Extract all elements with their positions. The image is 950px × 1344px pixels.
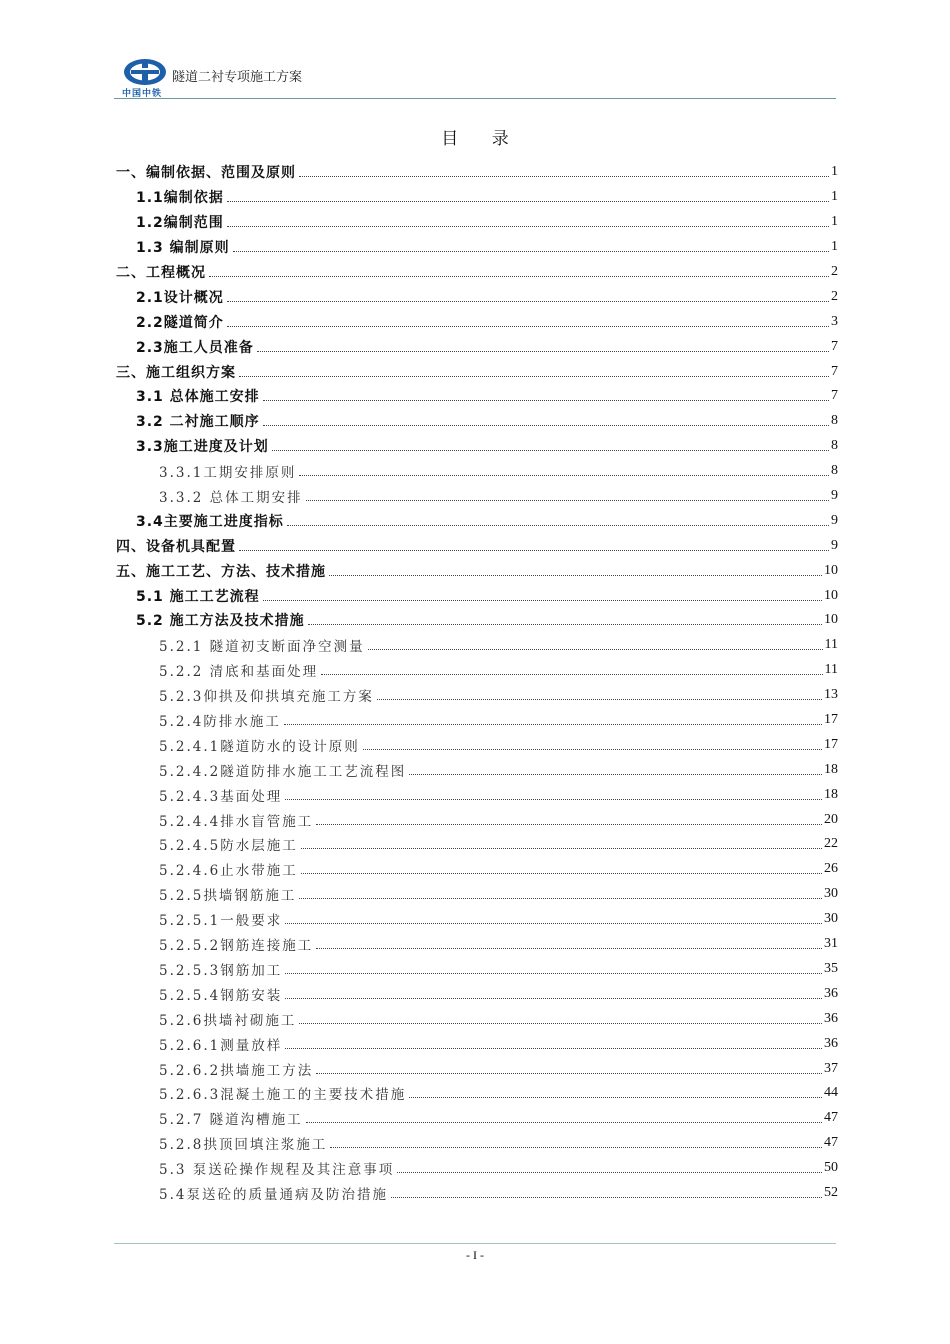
toc-entry-label: 四、设备机具配置 (116, 538, 236, 555)
dot-leader (239, 549, 829, 551)
toc-entry-page: 3 (831, 313, 838, 329)
toc-entry-page: 2 (831, 264, 838, 279)
toc-entry-label: 5.2.1 隧道初支断面净空测量 (159, 639, 365, 656)
dot-leader (377, 698, 822, 700)
toc-entry-page: 37 (824, 1060, 838, 1076)
toc-entry-label: 五、施工工艺、方法、技术措施 (116, 563, 326, 580)
toc-entry-page: 18 (824, 786, 838, 802)
page-header (114, 56, 836, 100)
toc-entry-page: 30 (824, 886, 838, 902)
toc-entry[interactable] (116, 1106, 838, 1131)
toc-entry-label: 5.2.6.2拱墙施工方法 (159, 1062, 314, 1079)
toc-entry-label: 3.4主要施工进度指标 (136, 513, 284, 530)
toc-entry-label: 5.2.4.5防水层施工 (159, 838, 298, 855)
toc-entry-page: 36 (824, 1035, 838, 1051)
toc-entry-label: 5.2.5.4钢筋安装 (159, 987, 283, 1004)
toc-entry[interactable] (116, 658, 838, 683)
toc-entry-page: 18 (824, 761, 838, 777)
table-of-contents (116, 160, 838, 1205)
toc-entry[interactable] (116, 284, 838, 309)
dot-leader (285, 997, 822, 999)
toc-entry[interactable] (116, 807, 838, 832)
toc-entry-page: 9 (831, 488, 838, 504)
toc-entry[interactable] (116, 981, 838, 1006)
toc-entry-page: 26 (824, 861, 838, 877)
footer-page-number: - I - (466, 1248, 484, 1262)
toc-entry-page: 9 (831, 512, 838, 528)
toc-entry[interactable] (116, 210, 838, 235)
dot-leader (239, 375, 829, 377)
dot-leader (284, 723, 822, 725)
dot-leader (285, 1047, 822, 1049)
dot-leader (329, 574, 822, 576)
toc-entry-label: 5.2.6拱墙衬砌施工 (159, 1012, 297, 1029)
dot-leader (316, 947, 822, 949)
toc-entry-label: 5.2.4.1隧道防水的设计原则 (159, 738, 360, 755)
dot-leader (257, 350, 829, 352)
toc-entry[interactable] (116, 459, 838, 484)
toc-entry[interactable] (116, 160, 838, 185)
toc-entry-label: 5.2.5.2钢筋连接施工 (159, 938, 314, 955)
toc-entry[interactable] (116, 932, 838, 957)
toc-entry-label: 5.3 泵送砼操作规程及其注意事项 (159, 1162, 395, 1179)
toc-entry[interactable] (116, 757, 838, 782)
toc-entry-label: 1.1编制依据 (136, 190, 224, 207)
toc-entry-page: 11 (824, 637, 838, 653)
toc-entry-page: 31 (824, 936, 838, 952)
toc-entry-label: 1.2编制范围 (136, 215, 224, 232)
toc-entry[interactable] (116, 683, 838, 708)
dot-leader (409, 1096, 822, 1098)
toc-entry[interactable] (116, 608, 838, 633)
toc-entry-page: 36 (824, 1010, 838, 1026)
toc-entry-label: 1.3 编制原则 (136, 240, 230, 257)
toc-entry-label: 一、编制依据、范围及原则 (116, 165, 296, 182)
toc-entry-page: 13 (824, 687, 838, 703)
toc-entry-label: 3.3施工进度及计划 (136, 439, 269, 456)
toc-entry[interactable] (116, 882, 838, 907)
toc-entry[interactable] (116, 1006, 838, 1031)
toc-entry-label: 5.2.3仰拱及仰拱填充施工方案 (159, 689, 374, 706)
toc-entry-label: 3.2 二衬施工顺序 (136, 414, 260, 431)
toc-entry-label: 5.2.2 清底和基面处理 (159, 664, 319, 681)
toc-entry-label: 5.4泵送砼的质量通病及防治措施 (159, 1186, 388, 1203)
toc-entry[interactable] (116, 508, 838, 533)
toc-entry-page: 8 (831, 413, 838, 429)
toc-entry-page: 17 (824, 712, 838, 728)
dot-leader (285, 798, 822, 800)
toc-entry-page: 1 (831, 164, 838, 180)
dot-leader (227, 225, 829, 227)
toc-entry[interactable] (116, 832, 838, 857)
toc-entry-label: 5.2.4防排水施工 (159, 714, 281, 731)
dot-leader (287, 524, 829, 526)
toc-entry-label: 5.2.5.3钢筋加工 (159, 962, 283, 979)
toc-entry-page: 1 (831, 239, 838, 255)
toc-entry[interactable] (116, 533, 838, 558)
toc-entry[interactable] (116, 633, 838, 658)
toc-entry[interactable] (116, 1056, 838, 1081)
dot-leader (227, 325, 829, 327)
toc-entry-page: 11 (824, 662, 838, 678)
dot-leader (316, 1072, 822, 1074)
toc-entry[interactable] (116, 409, 838, 434)
toc-entry-label: 3.3.1工期安排原则 (159, 465, 297, 482)
dot-leader (233, 250, 829, 252)
toc-entry[interactable] (116, 185, 838, 210)
toc-entry-page: 44 (824, 1085, 838, 1101)
dot-leader (409, 773, 822, 775)
toc-entry-page: 17 (824, 736, 838, 752)
toc-entry-label: 5.2 施工方法及技术措施 (136, 613, 305, 630)
toc-entry-page: 30 (824, 911, 838, 927)
toc-entry[interactable] (116, 1131, 838, 1156)
toc-entry[interactable] (116, 957, 838, 982)
toc-entry[interactable] (116, 1181, 838, 1206)
toc-entry-label: 5.2.6.1测量放样 (159, 1037, 283, 1054)
toc-entry-page: 9 (831, 537, 838, 553)
dot-leader (316, 823, 822, 825)
toc-entry-page: 1 (831, 214, 838, 230)
toc-entry-page: 20 (824, 811, 838, 827)
toc-entry-label: 三、施工组织方案 (116, 364, 236, 381)
toc-entry[interactable] (116, 384, 838, 409)
dot-leader (227, 300, 829, 302)
toc-entry[interactable] (116, 1031, 838, 1056)
toc-entry-label: 2.1设计概况 (136, 289, 224, 306)
toc-entry[interactable] (116, 434, 838, 459)
dot-leader (308, 623, 822, 625)
dot-leader (363, 748, 822, 750)
toc-entry-label: 5.1 施工工艺流程 (136, 588, 260, 605)
toc-entry-page: 47 (824, 1110, 838, 1126)
dot-leader (285, 972, 822, 974)
dot-leader (299, 474, 829, 476)
toc-entry[interactable] (116, 334, 838, 359)
toc-entry-page: 10 (824, 612, 838, 628)
toc-entry[interactable] (116, 260, 838, 285)
toc-entry-page: 35 (824, 960, 838, 976)
toc-entry-page: 10 (824, 562, 838, 578)
toc-entry-page: 1 (831, 189, 838, 205)
toc-entry-page: 7 (831, 388, 838, 404)
header-divider (114, 98, 836, 99)
dot-leader (301, 872, 822, 874)
toc-entry-label: 3.3.2 总体工期安排 (159, 490, 303, 507)
toc-entry[interactable] (116, 558, 838, 583)
dot-leader (391, 1196, 822, 1198)
toc-entry-label: 5.2.4.4排水盲管施工 (159, 813, 314, 830)
dot-leader (263, 599, 822, 601)
dot-leader (272, 449, 829, 451)
toc-entry-label: 2.3施工人员准备 (136, 339, 254, 356)
toc-entry[interactable] (116, 907, 838, 932)
toc-entry-label: 5.2.5.1一般要求 (159, 913, 283, 930)
toc-entry[interactable] (116, 782, 838, 807)
toc-entry-page: 47 (824, 1135, 838, 1151)
dot-leader (306, 1121, 822, 1123)
toc-entry-page: 7 (831, 363, 838, 379)
toc-entry[interactable] (116, 309, 838, 334)
dot-leader (306, 499, 829, 501)
dot-leader (368, 648, 823, 650)
dot-leader (330, 1146, 822, 1148)
logo-caption: 中国中铁 (122, 89, 163, 99)
dot-leader (321, 673, 822, 675)
toc-entry-page: 8 (831, 463, 838, 479)
toc-entry-page: 50 (824, 1160, 838, 1176)
toc-entry-page: 52 (824, 1184, 838, 1200)
dot-leader (285, 922, 822, 924)
toc-entry-label: 5.2.4.2隧道防排水施工工艺流程图 (159, 763, 407, 780)
toc-entry[interactable] (116, 583, 838, 608)
toc-entry-page: 22 (824, 836, 838, 852)
toc-entry-label: 5.2.5拱墙钢筋施工 (159, 888, 297, 905)
toc-entry[interactable] (116, 1156, 838, 1181)
toc-entry-label: 二、工程概况 (116, 265, 206, 281)
toc-entry-label: 5.2.6.3混凝土施工的主要技术措施 (159, 1087, 407, 1104)
dot-leader (397, 1171, 822, 1173)
toc-entry-label: 5.2.4.6止水带施工 (159, 863, 298, 880)
toc-entry-label: 3.1 总体施工安排 (136, 389, 260, 406)
toc-entry[interactable] (116, 484, 838, 509)
toc-entry[interactable] (116, 1081, 838, 1106)
dot-leader (299, 1022, 822, 1024)
toc-entry[interactable] (116, 708, 838, 733)
toc-heading: 目 录 (441, 129, 523, 149)
toc-entry-label: 5.2.4.3基面处理 (159, 788, 283, 805)
toc-entry[interactable] (116, 235, 838, 260)
document-title: 隧道二衬专项施工方案 (172, 70, 303, 85)
toc-entry-page: 2 (831, 288, 838, 304)
toc-entry-page: 8 (831, 438, 838, 454)
toc-entry[interactable] (116, 857, 838, 882)
toc-entry[interactable] (116, 359, 838, 384)
dot-leader (209, 275, 829, 277)
toc-entry-label: 2.2隧道简介 (136, 314, 224, 331)
dot-leader (263, 424, 829, 426)
dot-leader (227, 200, 829, 202)
toc-entry-label: 5.2.7 隧道沟槽施工 (159, 1112, 303, 1129)
toc-entry-page: 36 (824, 985, 838, 1001)
toc-entry-page: 10 (824, 587, 838, 603)
toc-entry-label: 5.2.8拱顶回填注浆施工 (159, 1137, 328, 1154)
dot-leader (299, 175, 829, 177)
footer-divider (114, 1243, 836, 1244)
dot-leader (299, 897, 822, 899)
dot-leader (301, 847, 822, 849)
toc-entry[interactable] (116, 732, 838, 757)
toc-entry-page: 7 (831, 338, 838, 354)
dot-leader (263, 399, 829, 401)
